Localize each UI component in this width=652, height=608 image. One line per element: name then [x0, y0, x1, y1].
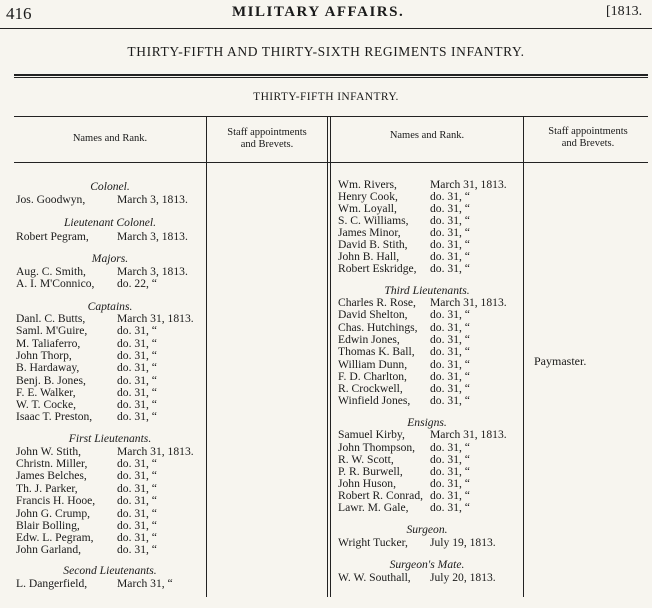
officer-name: David Shelton,	[338, 308, 408, 321]
officer-name: John G. Crump,	[16, 507, 91, 520]
staff-header-right	[524, 126, 652, 150]
officer-entry	[16, 230, 204, 243]
officer-entry	[16, 193, 204, 206]
officer-name: M. Taliaferro,	[16, 337, 81, 350]
officer-name: S. C. Williams,	[338, 214, 409, 227]
officer-rank-date: do. 31, “	[117, 494, 157, 507]
names-rank-header-right: Names and Rank.	[389, 130, 465, 141]
officer-name: James Belches,	[16, 469, 87, 482]
staff-header-line2: and Brevets.	[240, 139, 294, 150]
officer-rank-date: July 20, 1813.	[430, 571, 496, 584]
subtitle-rule	[14, 116, 648, 117]
officer-rank-date: do. 31, “	[430, 441, 470, 454]
officer-name: Robert Eskridge,	[338, 262, 417, 275]
officer-rank-date: do. 31, “	[430, 382, 470, 395]
officer-name: James Minor,	[338, 226, 401, 239]
officer-name: Edw. L. Pegram,	[16, 531, 94, 544]
officer-rank-date: do. 31, “	[430, 214, 470, 227]
rank-category-heading: Third Lieutenants.	[384, 284, 470, 297]
officer-entry	[16, 543, 204, 556]
staff-header-line1: Staff appointments	[548, 126, 628, 137]
officer-rank-date: do. 31, “	[117, 398, 157, 411]
officer-name: John Thompson,	[338, 441, 416, 454]
officer-name: David B. Stith,	[338, 238, 408, 251]
rank-category-heading: Colonel.	[90, 180, 130, 193]
officer-entry	[338, 428, 522, 441]
officer-name: Samuel Kirby,	[338, 428, 405, 441]
officer-entry	[16, 277, 204, 290]
officer-rank-date: do. 31, “	[430, 333, 470, 346]
officer-name: Christn. Miller,	[16, 457, 88, 470]
officer-entry	[16, 494, 204, 507]
staff-header-line2: and Brevets.	[561, 138, 615, 149]
page-number: 416	[6, 4, 32, 23]
header-rule	[0, 28, 652, 29]
officer-rank-date: do. 31, “	[430, 190, 470, 203]
officer-rank-date: do. 31, “	[430, 370, 470, 383]
rank-category-heading: Lieutenant Colonel.	[63, 216, 157, 229]
officer-name: W. T. Cocke,	[16, 398, 76, 411]
officer-rank-date: do. 31, “	[117, 349, 157, 362]
officer-name: Blair Bolling,	[16, 519, 80, 532]
officer-rank-date: do. 31, “	[117, 361, 157, 374]
officer-rank-date: March 3, 1813.	[117, 193, 188, 206]
officer-rank-date: do. 31, “	[117, 386, 157, 399]
officer-name: R. W. Scott,	[338, 453, 394, 466]
officer-rank-date: do. 31, “	[117, 519, 157, 532]
officer-entry	[16, 410, 204, 423]
officer-rank-date: do. 31, “	[430, 308, 470, 321]
rank-category-heading: First Lieutenants.	[68, 432, 152, 445]
rank-category-heading: Majors.	[91, 252, 129, 265]
officer-name: Saml. M'Guire,	[16, 324, 88, 337]
officer-rank-date: do. 31, “	[117, 469, 157, 482]
officer-name: Wm. Loyall,	[338, 202, 397, 215]
officer-entry	[338, 536, 522, 549]
officer-name: L. Dangerfield,	[16, 577, 88, 590]
officer-name: Thomas K. Ball,	[338, 345, 415, 358]
rank-category-heading: Surgeon.	[406, 523, 448, 536]
officer-name: Th. J. Parker,	[16, 482, 78, 495]
section-title: THIRTY-FIFTH AND THIRTY-SIXTH REGIMENTS INFANTRY.	[127, 44, 525, 59]
officer-name: R. Crockwell,	[338, 382, 403, 395]
officer-rank-date: do. 31, “	[430, 345, 470, 358]
officer-name: F. D. Charlton,	[338, 370, 407, 383]
officer-rank-date: March 31, 1813.	[430, 178, 507, 191]
officer-rank-date: do. 31, “	[430, 202, 470, 215]
officer-rank-date: do. 31, “	[430, 321, 470, 334]
officer-rank-date: do. 31, “	[117, 531, 157, 544]
names-rank-header-left: Names and Rank.	[72, 133, 148, 144]
officer-rank-date: do. 31, “	[430, 465, 470, 478]
officer-name: P. R. Burwell,	[338, 465, 403, 478]
officer-rank-date: do. 22, “	[117, 277, 157, 290]
officer-rank-date: do. 31, “	[430, 226, 470, 239]
section-rule-top	[14, 74, 648, 76]
officer-rank-date: do. 31, “	[117, 410, 157, 423]
column-rule-1	[206, 117, 207, 597]
rank-category-heading: Captains.	[87, 300, 133, 313]
officer-name: John B. Hall,	[338, 250, 400, 263]
officer-entry	[16, 577, 204, 590]
officer-rank-date: March 31, “	[117, 577, 173, 590]
officer-rank-date: March 31, 1813.	[117, 312, 194, 325]
officer-entry	[16, 469, 204, 482]
officer-name: Charles R. Rose,	[338, 296, 416, 309]
officer-name: Robert Pegram,	[16, 230, 89, 243]
officer-name: W. W. Southall,	[338, 571, 411, 584]
officer-entry	[338, 571, 522, 584]
officer-entry	[338, 394, 522, 407]
officer-entry	[338, 501, 522, 514]
officer-rank-date: do. 31, “	[117, 337, 157, 350]
officer-name: Chas. Hutchings,	[338, 321, 418, 334]
officer-name: Jos. Goodwyn,	[16, 193, 86, 206]
running-year: [1813.	[606, 4, 643, 19]
officer-name: William Dunn,	[338, 358, 408, 371]
column-head-rule	[14, 162, 648, 163]
rank-category-heading: Second Lieutenants.	[63, 564, 157, 577]
officer-rank-date: do. 31, “	[430, 453, 470, 466]
officer-name: Lawr. M. Gale,	[338, 501, 409, 514]
officer-name: John Garland,	[16, 543, 82, 556]
officer-name: Danl. C. Butts,	[16, 312, 86, 325]
section-rule-top-2	[14, 77, 648, 78]
officer-rank-date: do. 31, “	[430, 477, 470, 490]
officer-name: Henry Cook,	[338, 190, 398, 203]
officer-name: Winfield Jones,	[338, 394, 411, 407]
officer-rank-date: do. 31, “	[430, 489, 470, 502]
regiment-title: THIRTY-FIFTH INFANTRY.	[253, 91, 399, 103]
officer-name: John Huson,	[338, 477, 396, 490]
officer-rank-date: do. 31, “	[430, 250, 470, 263]
officer-name: Wright Tucker,	[338, 536, 408, 549]
officer-rank-date: do. 31, “	[430, 501, 470, 514]
rank-category-heading: Ensigns.	[407, 416, 447, 429]
officer-rank-date: do. 31, “	[430, 262, 470, 275]
officer-entry	[16, 361, 204, 374]
officer-rank-date: do. 31, “	[117, 457, 157, 470]
rank-category-heading: Surgeon's Mate.	[389, 558, 465, 571]
officer-name: John Thorp,	[16, 349, 72, 362]
officer-rank-date: do. 31, “	[430, 394, 470, 407]
officer-rank-date: do. 31, “	[117, 507, 157, 520]
officer-entry	[338, 308, 522, 321]
officer-rank-date: March 31, 1813.	[117, 445, 194, 458]
officer-rank-date: do. 31, “	[430, 238, 470, 251]
staff-header-line1: Staff appointments	[227, 127, 307, 138]
officer-name: B. Hardaway,	[16, 361, 80, 374]
officer-rank-date: March 31, 1813.	[430, 296, 507, 309]
officer-name: A. I. M'Connico,	[16, 277, 95, 290]
officer-rank-date: do. 31, “	[117, 543, 157, 556]
column-rule-2	[327, 117, 328, 597]
running-title: MILITARY AFFAIRS.	[232, 4, 405, 20]
staff-appointment-paymaster: Paymaster.	[534, 354, 587, 368]
officer-name: Robert R. Conrad,	[338, 489, 424, 502]
column-rule-3	[523, 117, 524, 597]
officer-name: F. E. Walker,	[16, 386, 76, 399]
officer-entry	[338, 262, 522, 275]
officer-name: Aug. C. Smith,	[16, 265, 86, 278]
officer-name: Wm. Rivers,	[338, 178, 397, 191]
officer-rank-date: do. 31, “	[117, 374, 157, 387]
officer-rank-date: do. 31, “	[430, 358, 470, 371]
officer-rank-date: July 19, 1813.	[430, 536, 496, 549]
officer-rank-date: March 31, 1813.	[430, 428, 507, 441]
officer-rank-date: do. 31, “	[117, 482, 157, 495]
officer-name: Isaac T. Preston,	[16, 410, 93, 423]
staff-header-left	[207, 127, 327, 151]
officer-entry	[16, 324, 204, 337]
officer-entry	[338, 345, 522, 358]
officer-name: Edwin Jones,	[338, 333, 400, 346]
officer-name: John W. Stith,	[16, 445, 82, 458]
officer-name: Francis H. Hooe,	[16, 494, 96, 507]
officer-rank-date: do. 31, “	[117, 324, 157, 337]
officer-name: Benj. B. Jones,	[16, 374, 86, 387]
officer-rank-date: March 3, 1813.	[117, 230, 188, 243]
officer-rank-date: March 3, 1813.	[117, 265, 188, 278]
